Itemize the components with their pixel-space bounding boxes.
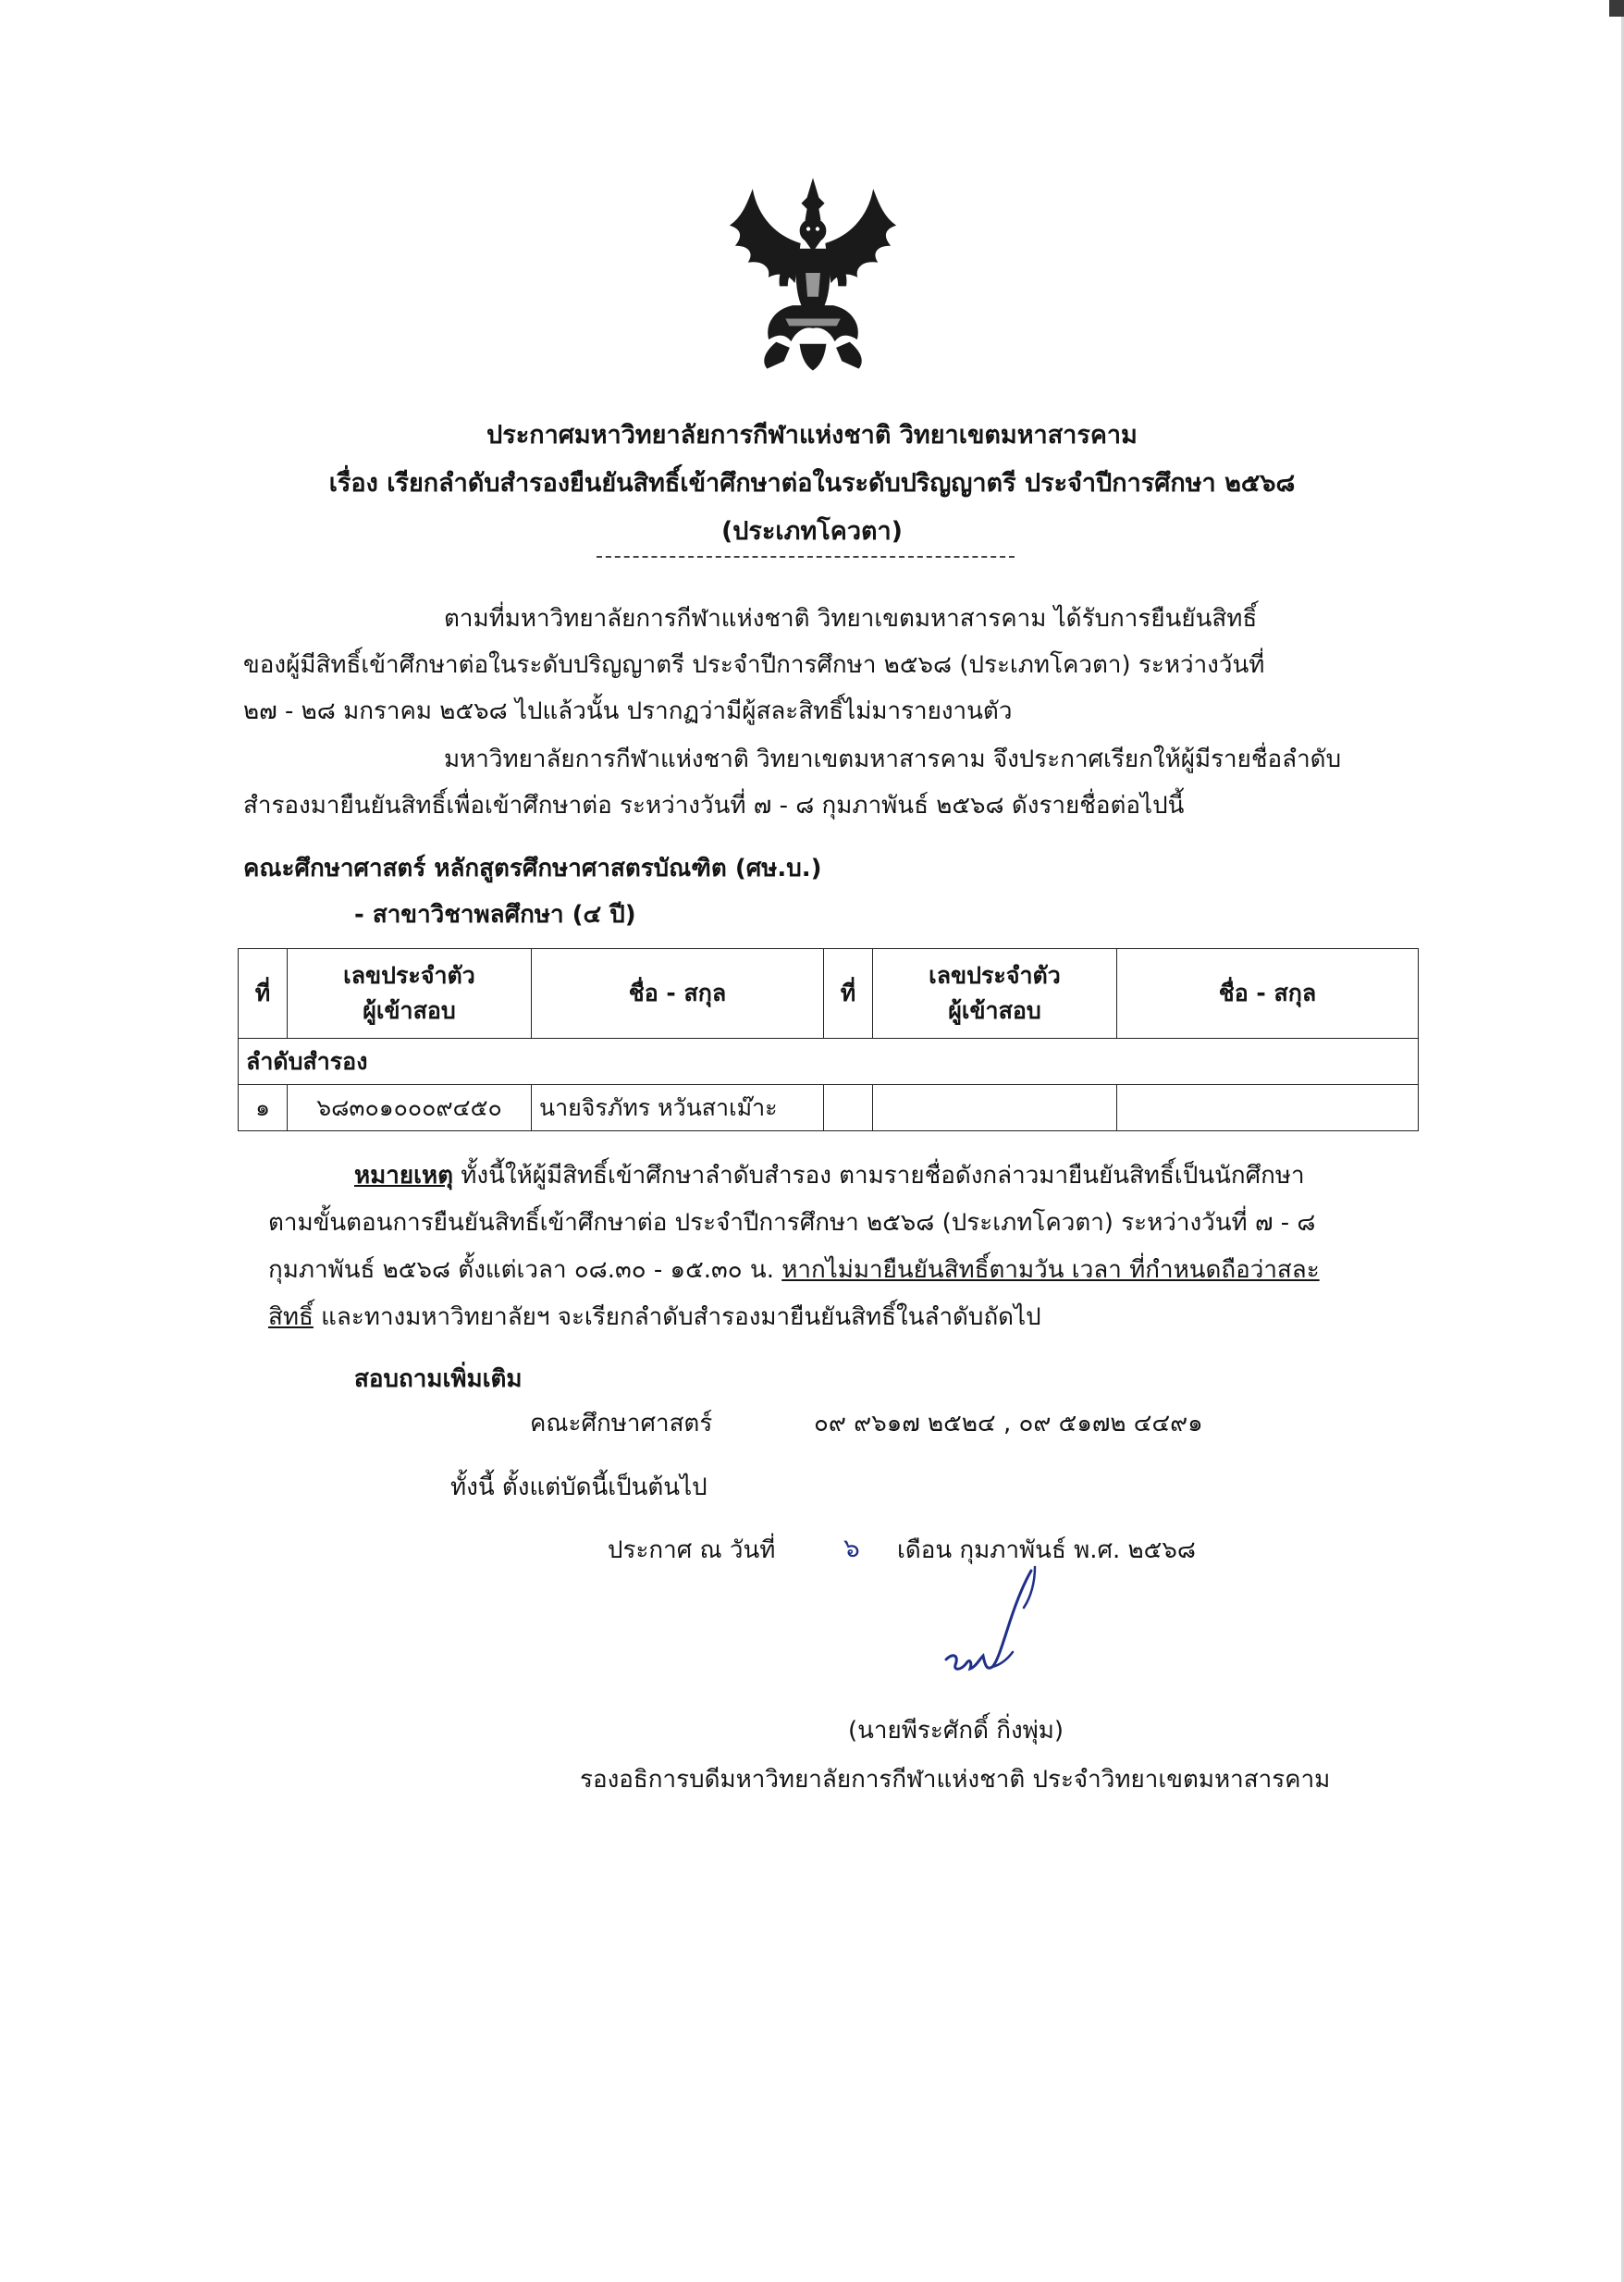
section-label: ลำดับสำรอง [239, 1039, 1419, 1085]
remark-line-2: ตามขั้นตอนการยืนยันสิทธิ์เข้าศึกษาต่อ ประจำปีการศึกษา ๒๕๖๘ (ประเภทโควตา) ระหว่างวันที่ ๗ - ๘ [268, 1209, 1316, 1237]
header-no: ที่ [239, 949, 288, 1039]
announced-day: ๖ [843, 1533, 860, 1563]
paragraph-1-line-2: ของผู้มีสิทธิ์เข้าศึกษาต่อในระดับปริญญาตรี ประจำปีการศึกษา ๒๕๖๘ (ประเภทโควตา) ระหว่างวันที่ [243, 651, 1265, 679]
announced-date-prefix: ประกาศ ณ วันที่ [608, 1536, 776, 1564]
row-name: นายจิรภัทร หวันสาเม๊าะ [532, 1085, 824, 1131]
remark-warning-end: สิทธิ์ [268, 1303, 314, 1331]
row-applicant-id-2 [873, 1085, 1117, 1131]
row-name-2 [1117, 1085, 1419, 1131]
signature-mark [939, 1563, 1045, 1688]
faculty-program: คณะศึกษาศาสตร์ หลักสูตรศึกษาศาสตรบัณฑิต (ศษ.บ.) [243, 855, 822, 882]
announcement-subject: เรื่อง เรียกลำดับสำรองยืนยันสิทธิ์เข้าศึกษาต่อในระดับปริญญาตรี ประจำปีการศึกษา ๒๕๖๘ [328, 469, 1296, 498]
header-id-line-2: ผู้เข้าสอบ [363, 997, 456, 1024]
remark-line-3-text: กุมภาพันธ์ ๒๕๖๘ ตั้งแต่เวลา ๐๘.๓๐ - ๑๕.๓๐ น. [268, 1256, 782, 1284]
header-no-2: ที่ [824, 949, 873, 1039]
row-applicant-id: ๖๘๓๐๑๐๐๐๙๔๕๐ [288, 1085, 532, 1131]
announced-date-suffix: เดือน กุมภาพันธ์ พ.ศ. ๒๕๖๘ [897, 1536, 1196, 1564]
remark-line-1-text: ทั้งนี้ให้ผู้มีสิทธิ์เข้าศึกษาลำดับสำรอง ตามรายชื่อดังกล่าวมายืนยันสิทธิ์เป็นนักศึกษา [453, 1162, 1305, 1190]
scan-corner-mark [1609, 0, 1624, 17]
contact-title: สอบถามเพิ่มเติม [354, 1365, 523, 1393]
paragraph-2-line-1: มหาวิทยาลัยการกีฬาแห่งชาติ วิทยาเขตมหาสารคาม จึงประกาศเรียกให้ผู้มีรายชื่อลำดับ [444, 746, 1342, 773]
paragraph-1-line-3: ๒๗ - ๒๘ มกราคม ๒๕๖๘ ไปแล้วนั้น ปรากฏว่ามีผู้สละสิทธิ์ไม่มารายงานตัว [243, 697, 1013, 725]
remark-line-4 [268, 1298, 1041, 1336]
remark-label: หมายเหตุ [354, 1162, 454, 1190]
remark-line-3 [268, 1251, 1320, 1289]
table-row [239, 1085, 1419, 1131]
header-name-2: ชื่อ - สกุล [1117, 949, 1419, 1039]
row-no: ๑ [239, 1085, 288, 1131]
faculty-branch: - สาขาวิชาพลศึกษา (๔ ปี) [354, 901, 636, 929]
header-id-2-line-2: ผู้เข้าสอบ [948, 997, 1041, 1024]
remark-warning: หากไม่มายืนยันสิทธิ์ตามวัน เวลา ที่กำหนดถือว่าสละ [781, 1256, 1320, 1284]
announcement-category: (ประเภทโควตา) [720, 517, 904, 546]
garuda-emblem-icon [721, 172, 904, 374]
effective-statement: ทั้งนี้ ตั้งแต่บัดนี้เป็นต้นไป [450, 1474, 707, 1501]
paragraph-2-line-2: สำรองมายืนยันสิทธิ์เพื่อเข้าศึกษาต่อ ระหว่างวันที่ ๗ - ๘ กุมภาพันธ์ ๒๕๖๘ ดังรายชื่อต่อไปนี้ [243, 792, 1185, 820]
header-applicant-id [288, 949, 532, 1039]
table-header-row [239, 949, 1419, 1039]
header-name: ชื่อ - สกุล [532, 949, 824, 1039]
paragraph-1-line-1: ตามที่มหาวิทยาลัยการกีฬาแห่งชาติ วิทยาเขตมหาสารคาม ได้รับการยืนยันสิทธิ์ [444, 605, 1258, 633]
header-divider [597, 556, 1015, 558]
header-applicant-id-2 [873, 949, 1117, 1039]
header-id-line-1: เลขประจำตัว [343, 962, 475, 989]
header-id-2-line-1: เลขประจำตัว [929, 962, 1061, 989]
contact-phones: ๐๙ ๙๖๑๗ ๒๕๒๔ , ๐๙ ๕๑๗๒ ๔๔๙๑ [814, 1410, 1203, 1437]
signatory-name: (นายพีระศักดิ์ กิ่งพุ่ม) [848, 1717, 1064, 1745]
remark-line-4-text: และทางมหาวิทยาลัยฯ จะเรียกลำดับสำรองมายืนยันสิทธิ์ในลำดับถัดไป [313, 1303, 1041, 1331]
row-no-2 [824, 1085, 873, 1131]
contact-department: คณะศึกษาศาสตร์ [530, 1410, 713, 1437]
remark-line-1 [354, 1156, 1305, 1194]
reserve-list-table [238, 948, 1419, 1131]
signatory-position: รองอธิการบดีมหาวิทยาลัยการกีฬาแห่งชาติ ประจำวิทยาเขตมหาสารคาม [580, 1766, 1331, 1794]
table-section-row [239, 1039, 1419, 1085]
announcement-title: ประกาศมหาวิทยาลัยการกีฬาแห่งชาติ วิทยาเขตมหาสารคาม [486, 421, 1138, 450]
